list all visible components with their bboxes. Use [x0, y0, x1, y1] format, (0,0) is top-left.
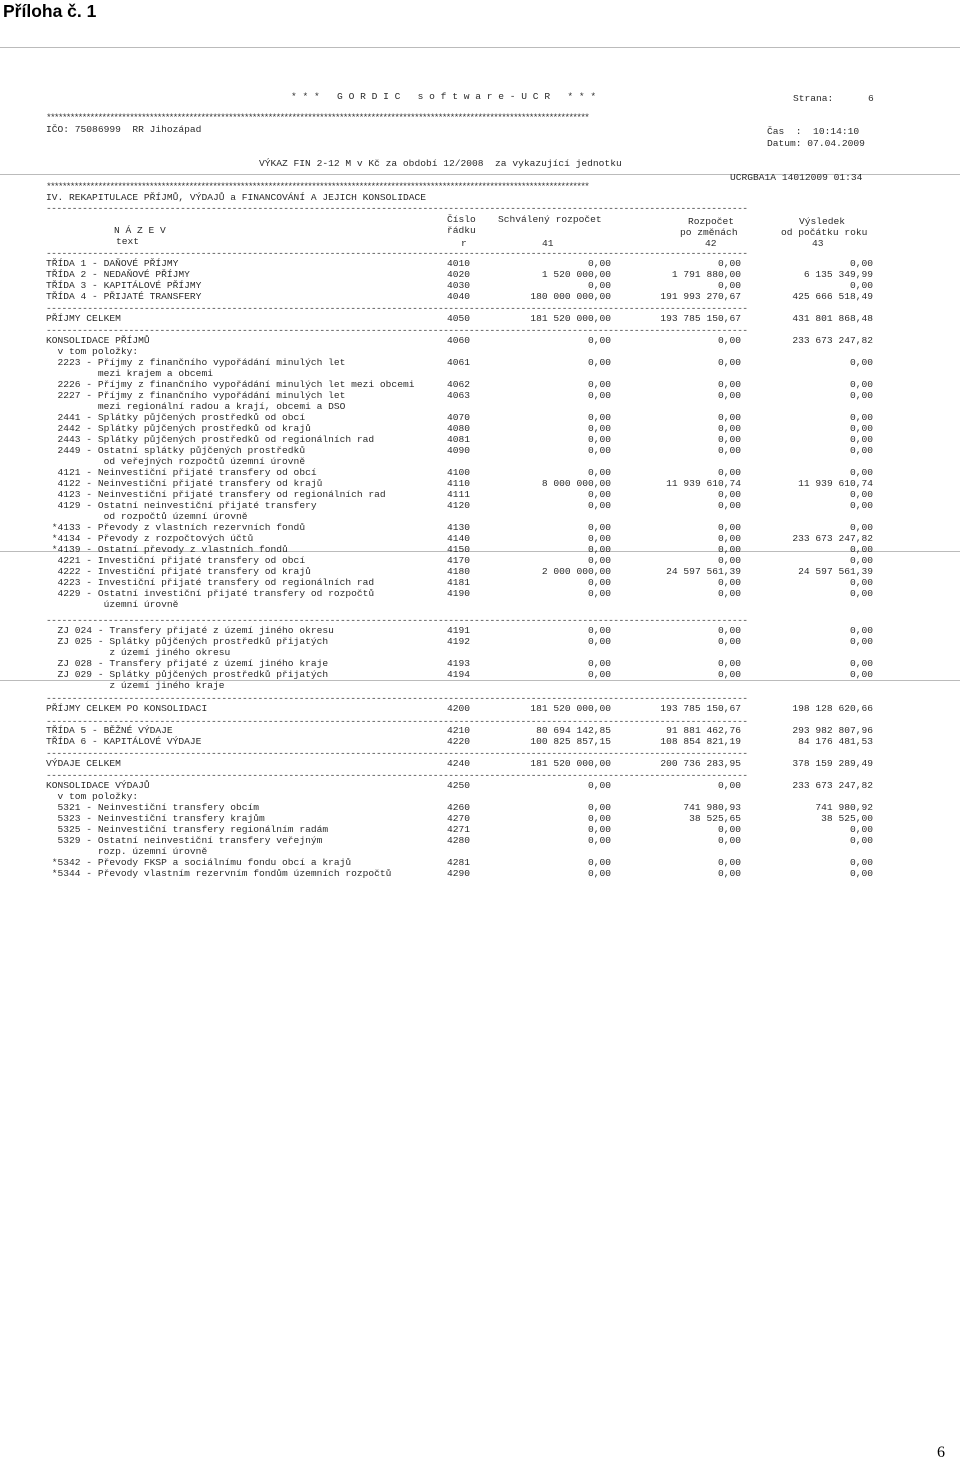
row-value-41: 0,00: [587, 813, 611, 824]
row-value-41: 0,00: [587, 357, 611, 368]
row-value-43: 431 801 868,48: [792, 313, 873, 324]
row-value-43: 0,00: [849, 625, 873, 636]
row-name: ZJ 028 - Transfery přijaté z území jiného kraje: [46, 658, 329, 669]
row-code: 4061: [447, 357, 471, 368]
row-name: územní úrovně: [46, 599, 179, 610]
row-name: PŘÍJMY CELKEM: [46, 313, 121, 324]
row-value-42: 24 597 561,39: [666, 566, 741, 577]
row-value-41: 0,00: [587, 423, 611, 434]
row-name: TŘÍDA 3 - KAPITÁLOVÉ PŘÍJMY: [46, 280, 202, 291]
row-name: 2449 - Ostatní splátky půjčených prostředků: [46, 445, 306, 456]
row-value-42: 0,00: [717, 357, 741, 368]
dash-divider: ----------------------------------------------------------------------------------------------------------------------------------------: [46, 325, 748, 336]
row-value-43: 0,00: [849, 280, 873, 291]
row-value-41: 0,00: [587, 280, 611, 291]
header-r: r: [461, 238, 467, 249]
dash-divider: ----------------------------------------------------------------------------------------------------------------------------------------: [46, 770, 748, 781]
row-value-43: 233 673 247,82: [792, 335, 873, 346]
row-code: 4210: [447, 725, 471, 736]
row-value-41: 0,00: [587, 434, 611, 445]
row-value-42: 200 736 283,95: [660, 758, 741, 769]
header-col43: 43: [812, 238, 824, 249]
row-name: *4133 - Převody z vlastních rezervních fondů: [46, 522, 306, 533]
ico-line: IČO: 75086999 RR Jihozápad: [46, 124, 202, 135]
row-value-41: 1 520 000,00: [541, 269, 611, 280]
row-value-42: 0,00: [717, 588, 741, 599]
row-name: TŘÍDA 4 - PŘIJATÉ TRANSFERY: [46, 291, 202, 302]
date-line: Datum: 07.04.2009: [767, 138, 865, 149]
row-value-41: 181 520 000,00: [530, 313, 611, 324]
row-value-41: 180 000 000,00: [530, 291, 611, 302]
row-value-41: 0,00: [587, 467, 611, 478]
row-value-41: 0,00: [587, 258, 611, 269]
row-value-43: 0,00: [849, 868, 873, 879]
header-col42: 42: [705, 238, 717, 249]
header-cislo: Číslo: [447, 214, 476, 225]
row-value-42: 0,00: [717, 434, 741, 445]
row-name: KONSOLIDACE PŘÍJMŮ: [46, 335, 150, 346]
row-name: rozp. územní úrovně: [46, 846, 208, 857]
row-name: VÝDAJE CELKEM: [46, 758, 121, 769]
dash-divider: ----------------------------------------------------------------------------------------------------------------------------------------: [46, 748, 748, 759]
row-name: KONSOLIDACE VÝDAJŮ: [46, 780, 150, 791]
row-value-41: 8 000 000,00: [541, 478, 611, 489]
header-radku: řádku: [447, 225, 476, 236]
row-value-41: 2 000 000,00: [541, 566, 611, 577]
row-name: mezi krajem a obcemi: [46, 368, 213, 379]
row-name: 5323 - Neinvestiční transfery krajům: [46, 813, 265, 824]
row-name: od rozpočtů územní úrovně: [46, 511, 248, 522]
section-title: IV. REKAPITULACE PŘÍJMŮ, VÝDAJŮ a FINANCOVÁNÍ A JEJICH KONSOLIDACE: [46, 192, 426, 203]
row-value-41: 0,00: [587, 500, 611, 511]
row-value-42: 0,00: [717, 258, 741, 269]
row-value-43: 0,00: [849, 357, 873, 368]
row-value-42: 0,00: [717, 658, 741, 669]
row-name: 2441 - Splátky půjčených prostředků od obcí: [46, 412, 306, 423]
row-code: 4271: [447, 824, 471, 835]
header-text: text: [116, 236, 140, 247]
row-value-42: 193 785 150,67: [660, 313, 741, 324]
row-value-43: 0,00: [849, 555, 873, 566]
row-value-43: 378 159 289,49: [792, 758, 873, 769]
row-code: 4020: [447, 269, 471, 280]
row-value-43: 425 666 518,49: [792, 291, 873, 302]
row-value-43: 0,00: [849, 522, 873, 533]
row-name: 2442 - Splátky půjčených prostředků od krajů: [46, 423, 311, 434]
row-value-41: 0,00: [587, 857, 611, 868]
row-value-43: 0,00: [849, 500, 873, 511]
header-rozpocet: Rozpočet: [688, 216, 735, 227]
row-value-42: 0,00: [717, 522, 741, 533]
row-value-42: 0,00: [717, 445, 741, 456]
row-value-41: 0,00: [587, 824, 611, 835]
row-value-42: 0,00: [717, 857, 741, 868]
row-code: 4070: [447, 412, 471, 423]
row-value-42: 0,00: [717, 824, 741, 835]
row-code: 4063: [447, 390, 471, 401]
stars-divider: *****************************************************************************************************************************************: [46, 181, 589, 192]
row-value-42: 0,00: [717, 489, 741, 500]
row-value-42: 0,00: [717, 868, 741, 879]
row-value-41: 0,00: [587, 577, 611, 588]
row-value-41: 0,00: [587, 533, 611, 544]
row-name: *4139 - Ostatní převody z vlastních fondů: [46, 544, 288, 555]
row-value-41: 0,00: [587, 868, 611, 879]
row-code: 4260: [447, 802, 471, 813]
time-line: Čas : 10:14:10: [767, 126, 860, 137]
header-nazev: N Á Z E V: [114, 225, 166, 236]
header-vysledek: Výsledek: [799, 216, 846, 227]
row-value-41: 0,00: [587, 489, 611, 500]
row-code: 4140: [447, 533, 471, 544]
row-value-42: 193 785 150,67: [660, 703, 741, 714]
row-value-42: 0,00: [717, 500, 741, 511]
row-code: 4280: [447, 835, 471, 846]
row-code: 4130: [447, 522, 471, 533]
row-value-41: 0,00: [587, 625, 611, 636]
row-name: z území jiného okresu: [46, 647, 231, 658]
row-value-43: 0,00: [849, 588, 873, 599]
row-value-43: 0,00: [849, 658, 873, 669]
row-name: v tom položky:: [46, 346, 139, 357]
row-code: 4220: [447, 736, 471, 747]
row-value-42: 0,00: [717, 412, 741, 423]
row-value-43: 0,00: [849, 669, 873, 680]
row-code: 4080: [447, 423, 471, 434]
dash-divider: ----------------------------------------------------------------------------------------------------------------------------------------: [46, 203, 748, 214]
row-value-41: 0,00: [587, 780, 611, 791]
row-value-42: 0,00: [717, 625, 741, 636]
row-value-43: 0,00: [849, 412, 873, 423]
row-value-42: 0,00: [717, 423, 741, 434]
row-value-42: 108 854 821,19: [660, 736, 741, 747]
dash-divider: ----------------------------------------------------------------------------------------------------------------------------------------: [46, 303, 748, 314]
row-name: ZJ 024 - Transfery přijaté z území jiného okresu: [46, 625, 334, 636]
row-name: 4123 - Neinvestiční přijaté transfery od regionálních rad: [46, 489, 386, 500]
row-name: mezi regionální radou a krají, obcemi a DSO: [46, 401, 346, 412]
row-name: ZJ 025 - Splátky půjčených prostředků přijatých: [46, 636, 329, 647]
row-code: 4200: [447, 703, 471, 714]
report-code: UCRGBA1A 14012009 01:34: [730, 172, 863, 183]
row-value-43: 0,00: [849, 824, 873, 835]
row-name: TŘÍDA 1 - DAŇOVÉ PŘÍJMY: [46, 258, 179, 269]
row-code: 4150: [447, 544, 471, 555]
row-value-42: 38 525,65: [689, 813, 741, 824]
row-code: 4081: [447, 434, 471, 445]
row-value-43: 0,00: [849, 258, 873, 269]
row-name: 4129 - Ostatní neinvestiční přijaté transfery: [46, 500, 317, 511]
attachment-label: Příloha č. 1: [3, 1, 97, 21]
row-code: 4270: [447, 813, 471, 824]
row-value-43: 84 176 481,53: [798, 736, 873, 747]
row-value-42: 0,00: [717, 669, 741, 680]
row-name: z území jiného kraje: [46, 680, 225, 691]
row-value-43: 198 128 620,66: [792, 703, 873, 714]
scan-line: [0, 47, 960, 48]
row-code: 4060: [447, 335, 471, 346]
row-name: 4122 - Neinvestiční přijaté transfery od krajů: [46, 478, 323, 489]
row-name: *5342 - Převody FKSP a sociálnímu fondu obcí a krajů: [46, 857, 352, 868]
header-od-pocatku: od počátku roku: [781, 227, 868, 238]
row-code: 4190: [447, 588, 471, 599]
page-number: 6: [937, 1444, 945, 1461]
row-code: 4250: [447, 780, 471, 791]
row-value-42: 0,00: [717, 835, 741, 846]
row-value-41: 0,00: [587, 588, 611, 599]
row-value-41: 0,00: [587, 835, 611, 846]
header-po-zmenach: po změnách: [680, 227, 738, 238]
row-name: 4121 - Neinvestiční přijaté transfery od obcí: [46, 467, 317, 478]
row-code: 4194: [447, 669, 471, 680]
row-value-41: 0,00: [587, 669, 611, 680]
row-value-43: 0,00: [849, 445, 873, 456]
row-value-43: 0,00: [849, 379, 873, 390]
row-value-42: 0,00: [717, 636, 741, 647]
row-value-42: 11 939 610,74: [666, 478, 741, 489]
row-value-43: 6 135 349,99: [803, 269, 873, 280]
row-name: 4229 - Ostatní investiční přijaté transfery od rozpočtů: [46, 588, 375, 599]
row-value-43: 0,00: [849, 390, 873, 401]
row-name: 5325 - Neinvestiční transfery regionálním radám: [46, 824, 329, 835]
row-code: 4010: [447, 258, 471, 269]
row-name: TŘÍDA 2 - NEDAŇOVÉ PŘÍJMY: [46, 269, 190, 280]
software-banner: * * * G O R D I C s o f t w a r e - U C R * * *: [291, 91, 597, 102]
row-value-43: 0,00: [849, 467, 873, 478]
row-value-43: 0,00: [849, 489, 873, 500]
row-code: 4192: [447, 636, 471, 647]
row-code: 4100: [447, 467, 471, 478]
row-code: 4240: [447, 758, 471, 769]
row-value-41: 0,00: [587, 658, 611, 669]
row-name: 2226 - Příjmy z finančního vypořádání minulých let mezi obcemi: [46, 379, 415, 390]
row-value-42: 1 791 880,00: [671, 269, 741, 280]
row-name: 2443 - Splátky půjčených prostředků od regionálních rad: [46, 434, 375, 445]
row-value-42: 0,00: [717, 467, 741, 478]
row-value-43: 0,00: [849, 577, 873, 588]
row-value-41: 100 825 857,15: [530, 736, 611, 747]
row-value-42: 0,00: [717, 390, 741, 401]
row-value-43: 741 980,92: [815, 802, 873, 813]
row-value-42: 91 881 462,76: [666, 725, 741, 736]
row-value-42: 0,00: [717, 544, 741, 555]
row-value-42: 0,00: [717, 555, 741, 566]
row-name: 5329 - Ostatní neinvestiční transfery veřejným: [46, 835, 323, 846]
row-name: 5321 - Neinvestiční transfery obcím: [46, 802, 260, 813]
dash-divider: ----------------------------------------------------------------------------------------------------------------------------------------: [46, 693, 748, 704]
row-name: *5344 - Převody vlastním rezervním fondům územních rozpočtů: [46, 868, 392, 879]
row-value-43: 0,00: [849, 857, 873, 868]
page-value: 6: [868, 93, 874, 104]
row-value-41: 80 694 142,85: [536, 725, 611, 736]
row-name: TŘÍDA 5 - BĚŽNÉ VÝDAJE: [46, 725, 173, 736]
row-name: od veřejných rozpočtů územní úrovně: [46, 456, 306, 467]
row-code: 4193: [447, 658, 471, 669]
row-name: *4134 - Převody z rozpočtových účtů: [46, 533, 254, 544]
header-schvaleny: Schválený rozpočet: [498, 214, 602, 225]
row-value-41: 0,00: [587, 636, 611, 647]
row-value-41: 181 520 000,00: [530, 758, 611, 769]
row-value-41: 0,00: [587, 522, 611, 533]
row-value-41: 0,00: [587, 445, 611, 456]
row-value-43: 0,00: [849, 544, 873, 555]
row-name: ZJ 029 - Splátky půjčených prostředků přijatých: [46, 669, 329, 680]
row-value-41: 0,00: [587, 544, 611, 555]
row-code: 4040: [447, 291, 471, 302]
row-name: TŘÍDA 6 - KAPITÁLOVÉ VÝDAJE: [46, 736, 202, 747]
row-value-41: 0,00: [587, 555, 611, 566]
row-code: 4062: [447, 379, 471, 390]
row-value-43: 233 673 247,82: [792, 780, 873, 791]
row-code: 4110: [447, 478, 471, 489]
row-value-42: 0,00: [717, 780, 741, 791]
row-value-42: 0,00: [717, 379, 741, 390]
row-code: 4050: [447, 313, 471, 324]
dash-divider: ----------------------------------------------------------------------------------------------------------------------------------------: [46, 716, 748, 727]
row-value-41: 0,00: [587, 335, 611, 346]
row-code: 4290: [447, 868, 471, 879]
row-name: 4223 - Investiční přijaté transfery od regionálních rad: [46, 577, 375, 588]
row-name: 4222 - Investiční přijaté transfery od krajů: [46, 566, 311, 577]
dash-divider: ----------------------------------------------------------------------------------------------------------------------------------------: [46, 248, 748, 259]
row-code: 4111: [447, 489, 471, 500]
row-value-41: 0,00: [587, 379, 611, 390]
row-name: 2223 - Příjmy z finančního vypořádání minulých let: [46, 357, 346, 368]
row-code: 4120: [447, 500, 471, 511]
row-code: 4191: [447, 625, 471, 636]
row-value-42: 0,00: [717, 335, 741, 346]
row-code: 4170: [447, 555, 471, 566]
row-value-43: 0,00: [849, 636, 873, 647]
page-label: Strana:: [793, 93, 834, 104]
row-value-43: 0,00: [849, 434, 873, 445]
row-code: 4030: [447, 280, 471, 291]
row-code: 4281: [447, 857, 471, 868]
row-value-41: 181 520 000,00: [530, 703, 611, 714]
row-value-42: 0,00: [717, 533, 741, 544]
row-name: 2227 - Příjmy z finančního vypořádání minulých let: [46, 390, 346, 401]
row-value-43: 38 525,00: [821, 813, 873, 824]
row-value-42: 0,00: [717, 577, 741, 588]
report-title: VÝKAZ FIN 2-12 M v Kč za období 12/2008 za vykazující jednotku: [259, 158, 622, 169]
header-col41: 41: [542, 238, 554, 249]
row-value-42: 191 993 270,67: [660, 291, 741, 302]
row-value-41: 0,00: [587, 390, 611, 401]
row-value-42: 741 980,93: [683, 802, 741, 813]
dash-divider: ----------------------------------------------------------------------------------------------------------------------------------------: [46, 615, 748, 626]
row-name: PŘÍJMY CELKEM PO KONSOLIDACI: [46, 703, 208, 714]
row-value-42: 0,00: [717, 280, 741, 291]
row-value-41: 0,00: [587, 412, 611, 423]
row-name: v tom položky:: [46, 791, 139, 802]
row-value-43: 293 982 807,96: [792, 725, 873, 736]
row-value-43: 24 597 561,39: [798, 566, 873, 577]
row-value-43: 0,00: [849, 423, 873, 434]
row-value-41: 0,00: [587, 802, 611, 813]
row-code: 4181: [447, 577, 471, 588]
stars-divider: *****************************************************************************************************************************************: [46, 112, 589, 123]
row-value-43: 11 939 610,74: [798, 478, 873, 489]
row-code: 4090: [447, 445, 471, 456]
row-value-43: 233 673 247,82: [792, 533, 873, 544]
row-value-43: 0,00: [849, 835, 873, 846]
row-code: 4180: [447, 566, 471, 577]
row-name: 4221 - Investiční přijaté transfery od obcí: [46, 555, 306, 566]
